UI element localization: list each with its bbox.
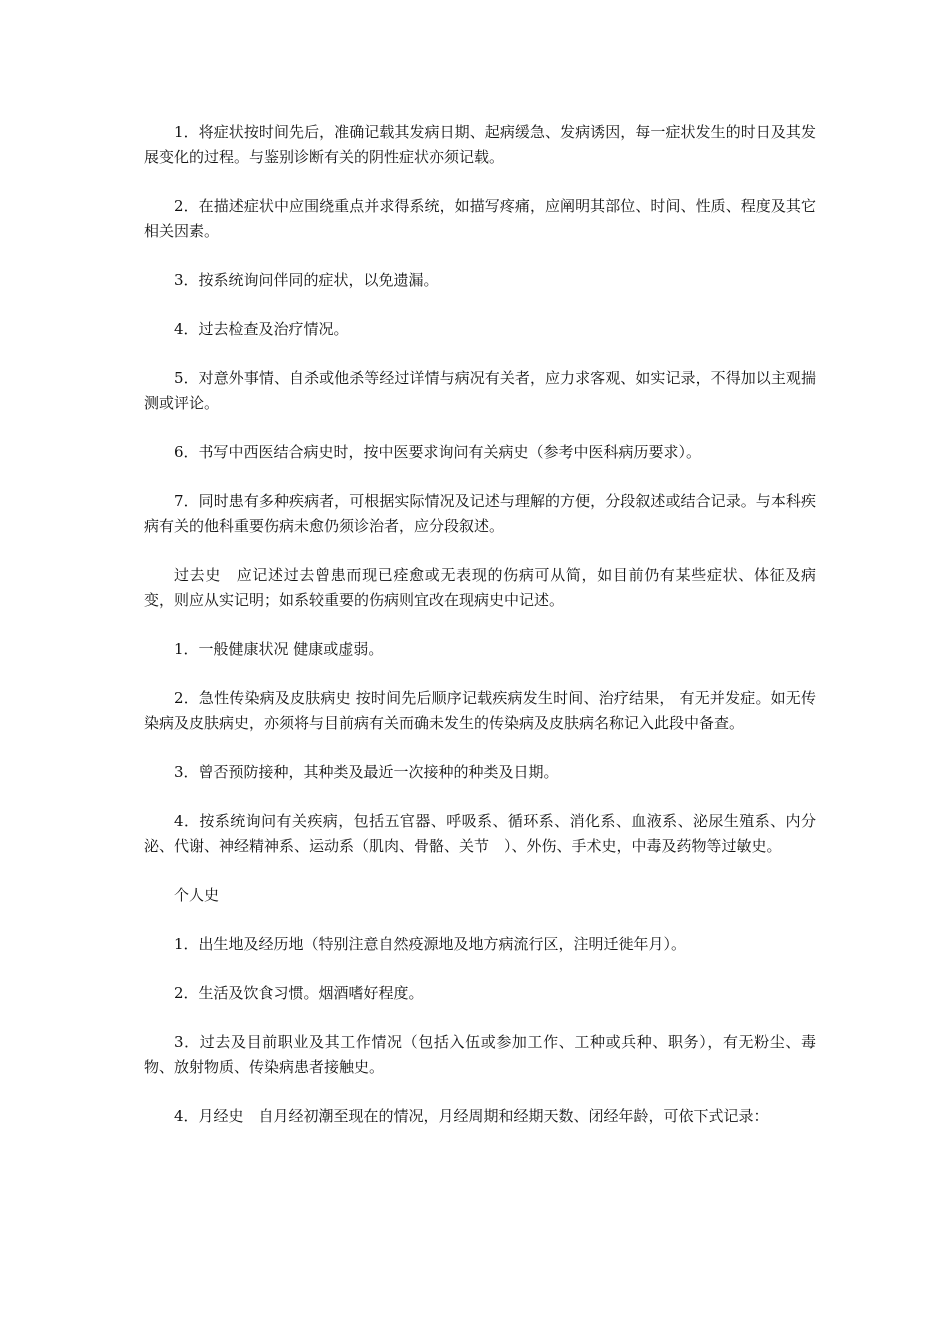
paragraph-menstrual-history: 4．月经史 自月经初潮至现在的情况，月经周期和经期天数、闭经年龄，可依下式记录： — [174, 1107, 769, 1125]
paragraph-past-treatment: 4．过去检查及治疗情况。 — [174, 320, 349, 338]
paragraph-systems-review: 4．按系统询问有关疾病，包括五官器、呼吸系、循环系、消化系、血液系、泌尿生殖系、内分泌、代谢、神经精神系、运动系（肌肉、骨骼、关节 ）、外伤、手术史，中毒及药物等过敏史。 — [144, 812, 816, 855]
section-heading-personal-history: 个人史 — [174, 886, 220, 904]
paragraph-symptom-description: 2．在描述症状中应围绕重点并求得系统，如描写疼痛，应阐明其部位、时间、性质、程度及其它相关因素。 — [144, 197, 816, 240]
paragraph-accompanying-symptoms: 3．按系统询问伴同的症状，以免遗漏。 — [174, 271, 439, 289]
paragraph-occupation: 3．过去及目前职业及其工作情况（包括入伍或参加工作、工种或兵种、职务），有无粉尘、毒物、放射物质、传染病患者接触史。 — [144, 1033, 816, 1076]
paragraph-general-health: 1．一般健康状况 健康或虚弱。 — [174, 640, 384, 658]
paragraph-vaccination: 3．曾否预防接种，其种类及最近一次接种的种类及日期。 — [174, 763, 559, 781]
paragraph-integrated-medicine: 6．书写中西医结合病史时，按中医要求询问有关病史（参考中医科病历要求）。 — [174, 443, 702, 461]
paragraph-infectious-disease-history: 2．急性传染病及皮肤病史 按时间先后顺序记载疾病发生时间、治疗结果， 有无并发症。如无传染病及皮肤病史，亦须将与目前病有关而确未发生的传染病及皮肤病名称记入此段中备查。 — [144, 689, 816, 732]
paragraph-birthplace: 1．出生地及经历地（特别注意自然疫源地及地方病流行区，注明迁徙年月）。 — [174, 935, 687, 953]
paragraph-accidents: 5．对意外事情、自杀或他杀等经过详情与病况有关者，应力求客观、如实记录，不得加以主观揣测或评论。 — [144, 369, 816, 412]
paragraph-symptom-chronology: 1．将症状按时间先后，准确记载其发病日期、起病缓急、发病诱因，每一症状发生的时日及其发展变化的过程。与鉴别诊断有关的阴性症状亦须记载。 — [144, 123, 816, 166]
paragraph-lifestyle: 2．生活及饮食习惯。烟酒嗜好程度。 — [174, 984, 424, 1002]
paragraph-multiple-diseases: 7．同时患有多种疾病者，可根据实际情况及记述与理解的方便，分段叙述或结合记录。与本科疾病有关的他科重要伤病未愈仍须诊治者，应分段叙述。 — [144, 492, 816, 535]
paragraph-past-history: 过去史 应记述过去曾患而现已痊愈或无表现的伤病可从简，如目前仍有某些症状、体征及病变，则应从实记明；如系较重要的伤病则宜改在现病史中记述。 — [144, 566, 816, 609]
document-body — [144, 120, 816, 1153]
